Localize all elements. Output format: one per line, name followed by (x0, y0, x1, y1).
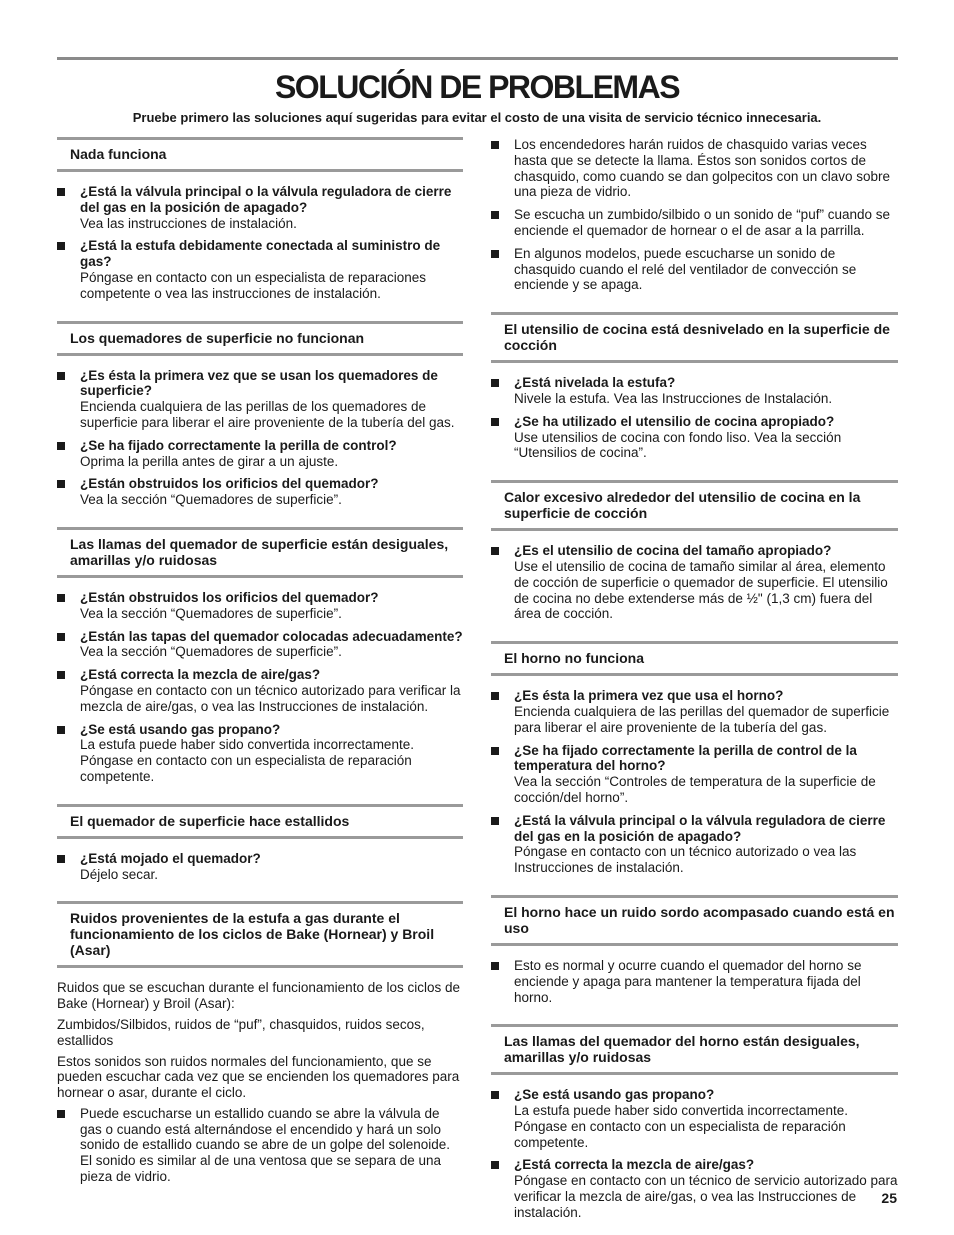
list-item (57, 1106, 463, 1185)
answer: Vea la sección “Quemadores de superficie”. (80, 605, 342, 621)
bullet-icon (491, 962, 499, 970)
question: ¿Es ésta la primera vez que usa el horno? (514, 688, 784, 704)
answer: Encienda cualquiera de las perillas del quemador de superficie para liberar el aire proveniente de la tubería del gas. (514, 703, 890, 735)
list-item (57, 590, 463, 622)
bullet-icon (57, 855, 65, 863)
section-heading-ruidos: Ruidos provenientes de la estufa a gas durante el funcionamiento de los ciclos de Bake (Hornear) y Broil (Asar) (57, 901, 463, 968)
answer: Póngase en contacto con un técnico autorizado o vea las Instrucciones de instalación. (514, 844, 857, 876)
answer: Vea las instrucciones de instalación. (80, 215, 297, 231)
answer: Nivele la estufa. Vea las Instrucciones de Instalación. (514, 390, 833, 406)
page-number: 25 (881, 1190, 897, 1206)
right-column (491, 137, 898, 1228)
section-heading-estallidos: El quemador de superficie hace estallidos (57, 804, 463, 839)
question: ¿Está correcta la mezcla de aire/gas? (514, 1157, 755, 1173)
question: ¿Está nivelada la estufa? (514, 375, 676, 391)
list-item (491, 1087, 898, 1150)
answer: Vea la sección “Quemadores de superficie”. (80, 492, 342, 508)
paragraph: Estos sonidos son ruidos normales del funcionamiento, que se pueden escuchar cada vez que se encienden los quemadores para hornear o asar, durante el ciclo. (57, 1053, 460, 1101)
answer: Use el utensilio de cocina de tamaño similar al área, elemento de cocción de superficie o quemador de superficie. El utensilio de cocina no debe extenderse más de ½" (1,3 cm) fuera del área de cocción. (514, 558, 888, 622)
page-title: SOLUCIÓN DE PROBLEMAS (274, 69, 680, 105)
answer: Póngase en contacto con un técnico de servicio autorizado para verificar la mezcla de aire/gas, o vea las Instrucciones de instalación. (514, 1173, 898, 1220)
list-item (491, 1157, 898, 1220)
bullet-icon (491, 817, 499, 825)
list-item (491, 375, 898, 407)
bullet-icon (491, 1091, 499, 1099)
section-heading-calor-excesivo: Calor excesivo alrededor del utensilio de cocina en la superficie de cocción (491, 480, 898, 531)
question: ¿Están obstruidos los orificios del quemador? (80, 589, 379, 605)
question: ¿Están las tapas del quemador colocadas adecuadamente? (80, 628, 463, 644)
bullet-text: Los encendedores harán ruidos de chasquido varias veces hasta que se detecte la llama. Éstos son sonidos cortos de chasquido, como cuando se dan golpecitos con un clavo sobre una pieza de vidrio. (514, 137, 890, 200)
list-item (57, 238, 463, 301)
answer: Oprima la perilla antes de girar a un ajuste. (80, 453, 339, 469)
bullet-icon (491, 141, 499, 149)
question: ¿Se ha fijado correctamente la perilla de control? (80, 437, 397, 453)
list-item (57, 476, 463, 508)
section-heading-horno-no-funciona: El horno no funciona (491, 641, 898, 676)
answer: Déjelo secar. (80, 866, 159, 882)
list-item (491, 543, 898, 622)
list-item (491, 743, 898, 806)
list-item (491, 137, 898, 200)
list-item (491, 414, 898, 461)
bullet-icon (57, 671, 65, 679)
intro-text: Pruebe primero las soluciones aquí sugeridas para evitar el costo de una visita de servicio técnico innecesaria. (132, 110, 822, 125)
answer: Use utensilios de cocina con fondo liso. Vea la sección “Utensilios de cocina”. (514, 429, 842, 461)
list-item (57, 722, 463, 785)
question: ¿Está la válvula principal o la válvula reguladora de cierre del gas en la posición de apagado? (80, 184, 452, 215)
list-item (57, 629, 463, 661)
bullet-icon (57, 188, 65, 196)
bullet-icon (491, 1161, 499, 1169)
bullet-icon (57, 442, 65, 450)
bullet-icon (491, 547, 499, 555)
bullet-icon (57, 594, 65, 602)
list-item (57, 368, 463, 431)
question: ¿Es el utensilio de cocina del tamaño apropiado? (514, 543, 832, 559)
bullet-icon (57, 480, 65, 488)
bullet-icon (491, 747, 499, 755)
question: ¿Está mojado el quemador? (80, 850, 261, 866)
bullet-icon (491, 211, 499, 219)
list-item (491, 958, 898, 1005)
section-heading-nada-funciona: Nada funciona (57, 137, 463, 172)
left-column (57, 137, 463, 1192)
list-item (491, 207, 898, 239)
bullet-text: Esto es normal y ocurre cuando el quemador del horno se enciende y apaga para mantener la temperatura fijada del horno. (514, 957, 862, 1005)
bullet-icon (491, 692, 499, 700)
answer: La estufa puede haber sido convertida incorrectamente. Póngase en contacto con un especialista de reparación competente. (514, 1103, 848, 1150)
paragraph: Ruidos que se escuchan durante el funcionamiento de los ciclos de Bake (Hornear) y Broil (Asar): (57, 980, 461, 1012)
bullet-icon (57, 1110, 65, 1118)
section-heading-llamas-horno: Las llamas del quemador del horno están desiguales, amarillas y/o ruidosas (491, 1024, 898, 1075)
answer: Póngase en contacto con un técnico autorizado para verificar la mezcla de aire/gas, o vea las Instrucciones de instalación. (80, 682, 461, 714)
bullet-icon (491, 250, 499, 258)
list-item (491, 688, 898, 735)
bullet-text: Puede escucharse un estallido cuando se abre la válvula de gas o cuando está alternándose el encendido y hará un solo sonido de estallido cuando se abre de un golpe del solenoide. El sonido es similar al de una ventosa que se separa de una pieza de vidrio. (80, 1105, 451, 1185)
answer: Encienda cualquiera de las perillas de los quemadores de superficie para liberar el aire proveniente de la tubería del gas. (80, 399, 455, 430)
bullet-text: En algunos modelos, puede escucharse un sonido de chasquido cuando el relé del ventilador de convección se enciende y se apaga. (514, 245, 857, 293)
question: ¿Se está usando gas propano? (80, 721, 281, 737)
section-heading-ruido-sordo: El horno hace un ruido sordo acompasado cuando está en uso (491, 895, 898, 946)
list-item (57, 851, 463, 883)
question: ¿Se ha utilizado el utensilio de cocina apropiado? (514, 413, 835, 429)
question: ¿Están obstruidos los orificios del quemador? (80, 476, 379, 492)
answer: Póngase en contacto con un especialista de reparaciones competente o vea las instrucciones de instalación. (80, 269, 426, 301)
bullet-icon (57, 633, 65, 641)
question: ¿Es ésta la primera vez que se usan los quemadores de superficie? (80, 367, 438, 399)
answer: Vea la sección “Controles de temperatura de la superficie de cocción/del horno”. (514, 774, 876, 805)
top-rule (57, 57, 898, 60)
question: ¿Se ha fijado correctamente la perilla de control de la temperatura del horno? (514, 742, 857, 774)
list-item (491, 246, 898, 293)
bullet-icon (57, 242, 65, 250)
bullet-icon (57, 726, 65, 734)
answer: La estufa puede haber sido convertida incorrectamente. Póngase en contacto con un especialista de reparación competente. (80, 737, 414, 784)
question: ¿Se está usando gas propano? (514, 1087, 715, 1103)
section-heading-llamas-superficie: Las llamas del quemador de superficie están desiguales, amarillas y/o ruidosas (57, 527, 463, 578)
list-item (57, 184, 463, 231)
section-heading-utensilio-desnivelado: El utensilio de cocina está desnivelado en la superficie de cocción (491, 312, 898, 363)
list-item (57, 438, 463, 470)
list-item (57, 667, 463, 714)
bullet-icon (491, 418, 499, 426)
section-heading-quemadores-superficie: Los quemadores de superficie no funcionan (57, 321, 463, 356)
paragraph: Zumbidos/Silbidos, ruidos de “puf”, chasquidos, ruidos secos, estallidos (57, 1016, 425, 1048)
question: ¿Está la válvula principal o la válvula reguladora de cierre del gas en la posición de apagado? (514, 812, 886, 844)
list-item (491, 813, 898, 876)
bullet-icon (491, 379, 499, 387)
bullet-text: Se escucha un zumbido/silbido o un sonido de “puf” cuando se enciende el quemador de hornear o el de asar a la parrilla. (514, 207, 890, 238)
question: ¿Está correcta la mezcla de aire/gas? (80, 667, 321, 683)
question: ¿Está la estufa debidamente conectada al suministro de gas? (80, 238, 441, 270)
answer: Vea la sección “Quemadores de superficie”. (80, 644, 342, 660)
bullet-icon (57, 372, 65, 380)
